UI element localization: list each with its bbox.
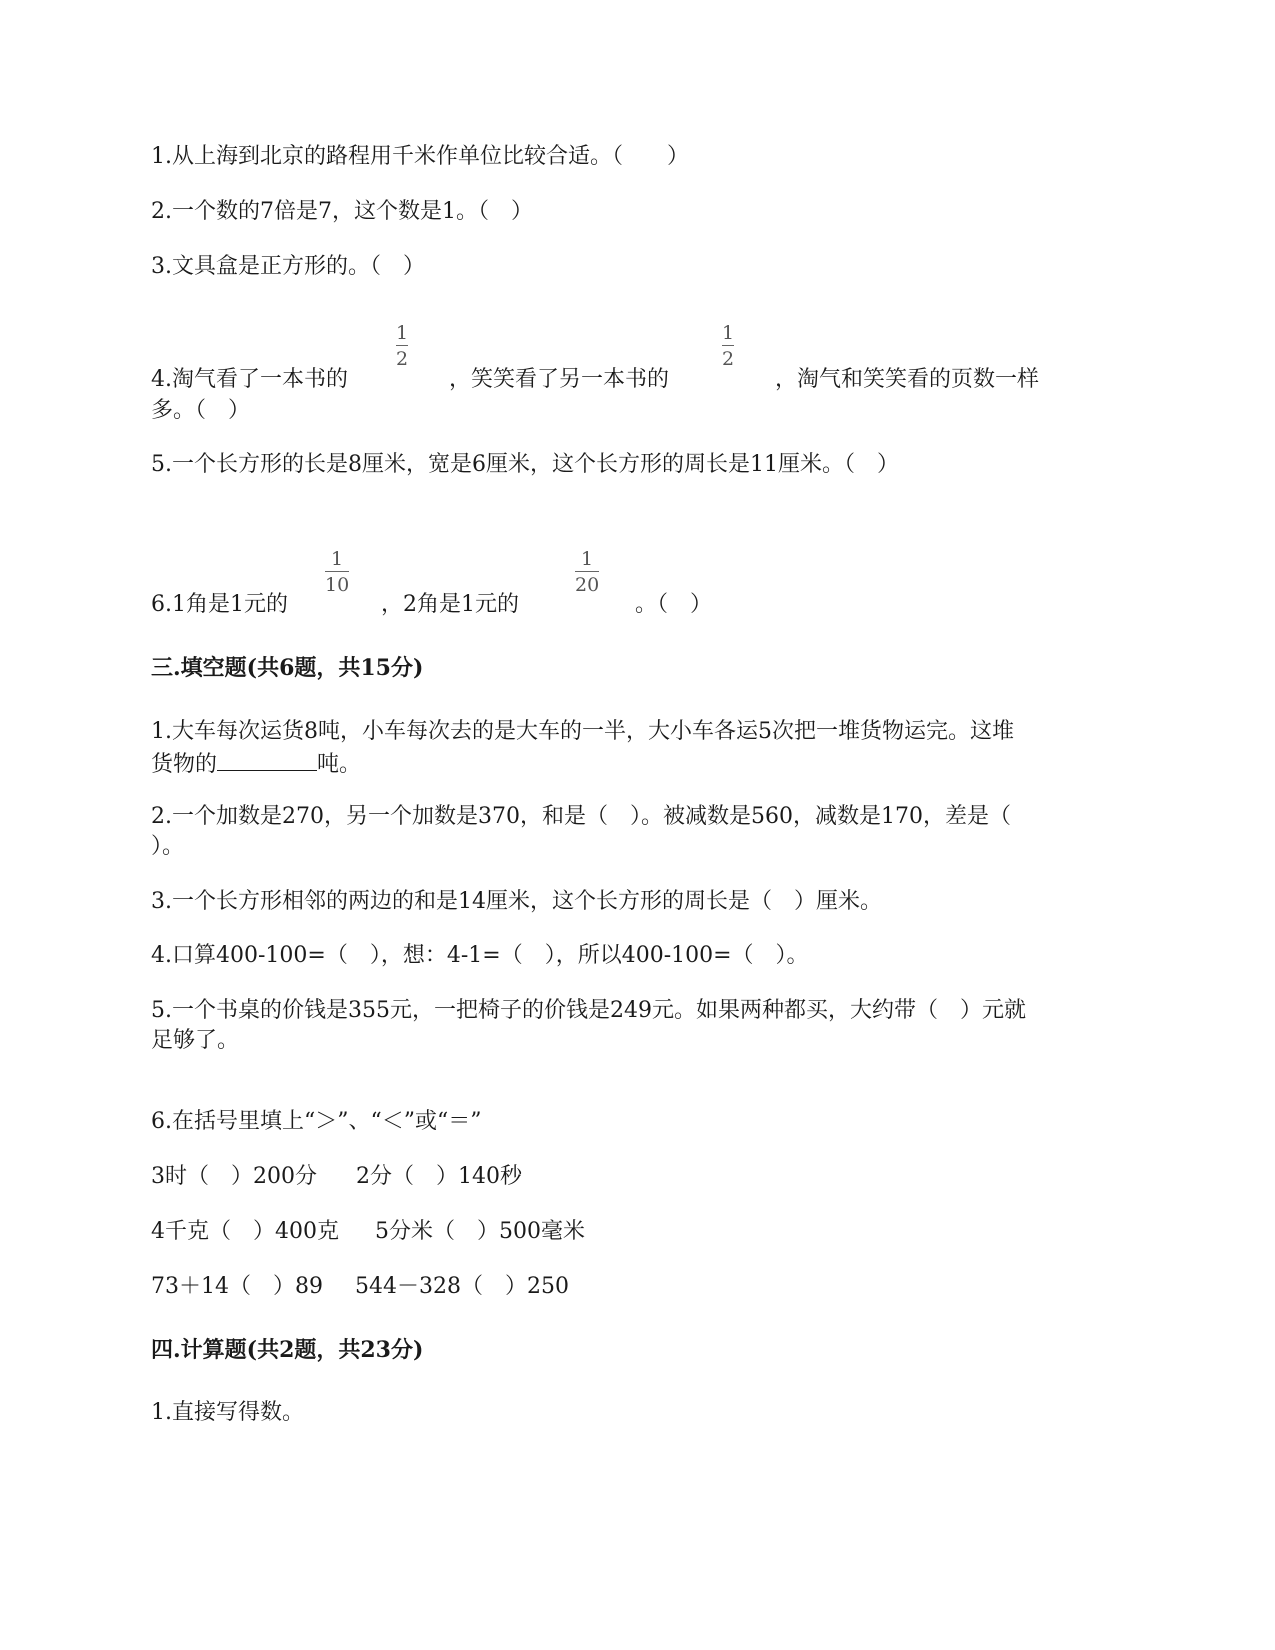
fraction-numerator: 1 (581, 548, 594, 570)
judge-question-2: 2.一个数的7倍是7，这个数是1。（ ） (151, 199, 533, 224)
fill-question-2-line1: 2.一个加数是270，另一个加数是370，和是（ ）。被减数是560，减数是170，差是（ (151, 804, 1011, 829)
compare-item-1a: 3时（ ）200分 (151, 1164, 317, 1189)
fraction-bar (575, 571, 599, 572)
judge-question-6-part-b: ，2角是1元的 (381, 592, 519, 617)
fraction-denominator: 10 (325, 574, 350, 596)
fill-question-4: 4.口算400-100=（ ），想：4-1=（ ），所以400-100=（ ）。 (151, 943, 809, 968)
compare-item-1b: 2分（ ）140秒 (356, 1164, 522, 1189)
judge-question-4-part-c: ，淘气和笑笑看的页数一样 (775, 367, 1040, 392)
fill-question-6: 6.在括号里填上“＞”、“＜”或“＝” (151, 1109, 482, 1134)
judge-question-6-part-c: 。（ ） (635, 592, 713, 617)
fraction-one-half-a (396, 322, 408, 370)
judge-question-4-part-a: 4.淘气看了一本书的 (151, 367, 348, 392)
fill-question-1-line1: 1.大车每次运货8吨，小车每次去的是大车的一半，大小车各运5次把一堆货物运完。这堆 (151, 719, 1014, 744)
fraction-one-twentieth (575, 548, 599, 596)
fill-question-1-prefix: 货物的 (151, 752, 218, 777)
compare-item-3a: 73＋14（ ）89 (151, 1274, 323, 1299)
fraction-one-tenth (325, 548, 349, 596)
judge-question-4-part-b: ，笑笑看了另一本书的 (449, 367, 670, 392)
answer-blank[interactable] (217, 748, 317, 771)
compare-item-2a: 4千克（ ）400克 (151, 1219, 339, 1244)
fraction-bar (396, 345, 408, 346)
fraction-numerator: 1 (396, 322, 409, 344)
fraction-bar (722, 345, 734, 346)
fraction-bar (325, 571, 349, 572)
fill-question-1-line2 (151, 748, 361, 779)
compare-item-2b: 5分米（ ）500毫米 (375, 1219, 585, 1244)
fraction-one-half-b (722, 322, 734, 370)
judge-question-5: 5.一个长方形的长是8厘米，宽是6厘米，这个长方形的周长是11厘米。（ ） (151, 452, 899, 477)
fraction-numerator: 1 (331, 548, 344, 570)
fill-question-3: 3.一个长方形相邻的两边的和是14厘米，这个长方形的周长是（ ）厘米。 (151, 889, 882, 914)
fraction-denominator: 2 (722, 348, 735, 370)
judge-question-1: 1.从上海到北京的路程用千米作单位比较合适。（ ） (151, 144, 689, 169)
fill-question-1-suffix: 吨。 (317, 752, 362, 777)
fraction-numerator: 1 (722, 322, 735, 344)
compare-item-3b: 544－328（ ）250 (355, 1274, 569, 1299)
section-heading-fill-in: 三.填空题(共6题，共15分) (151, 655, 424, 681)
fill-question-5-line1: 5.一个书桌的价钱是355元，一把椅子的价钱是249元。如果两种都买，大约带（ ）元就 (151, 998, 1026, 1023)
fill-question-2-line2: ）。 (151, 834, 185, 859)
fraction-denominator: 20 (575, 574, 600, 596)
section-heading-calculation: 四.计算题(共2题，共23分) (151, 1337, 424, 1363)
fill-question-5-line2: 足够了。 (151, 1028, 240, 1053)
judge-question-6-part-a: 6.1角是1元的 (151, 592, 288, 617)
calc-question-1: 1.直接写得数。 (151, 1400, 304, 1425)
judge-question-3: 3.文具盒是正方形的。（ ） (151, 254, 425, 279)
fraction-denominator: 2 (396, 348, 409, 370)
judge-question-4-line2: 多。（ ） (151, 398, 251, 423)
